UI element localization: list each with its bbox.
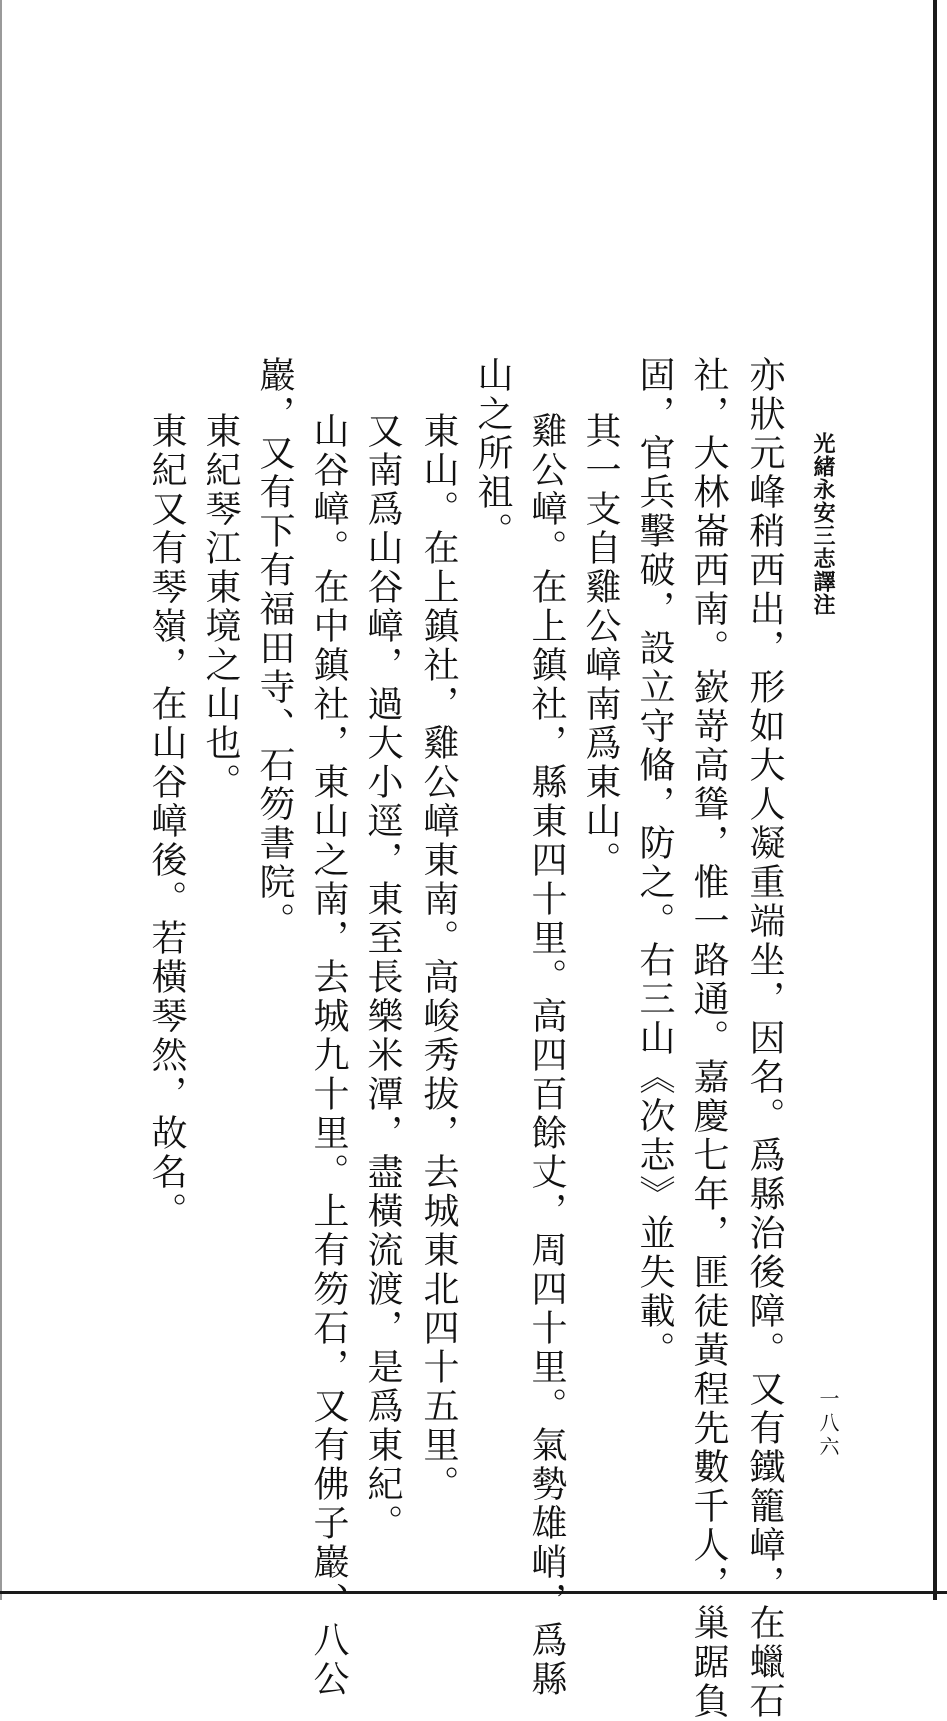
text-column-12: 東紀又有琴嶺，在山谷嶂後。若橫琴然，故名。 [146, 412, 187, 1231]
text-column-4: 其一支自雞公嶂南爲東山。 [580, 412, 621, 880]
scan-bottom-edge [0, 1591, 947, 1594]
page-number: 一八六 [816, 1388, 840, 1460]
running-header-title: 光緒永安三志譯注 [810, 432, 836, 616]
text-column-7: 東山。在上鎮社，雞公嶂東南。高峻秀拔，去城東北四十五里。 [418, 412, 459, 1504]
text-column-5: 雞公嶂。在上鎮社，縣東四十里。高四百餘丈，周四十里。氣勢雄峭，爲縣 [526, 412, 567, 1699]
scan-right-edge [933, 0, 937, 1600]
text-column-3: 固，官兵擊破，設立守偹，防之。右三山《次志》並失載。 [634, 356, 675, 1370]
text-column-9: 山谷嶂。在中鎮社，東山之南，去城九十里。上有笏石，又有佛子巖、八公 [308, 412, 349, 1699]
text-column-6: 山之所祖。 [472, 356, 513, 551]
text-column-8: 又南爲山谷嶂，過大小逕，東至長樂米潭，盡橫流渡，是爲東紀。 [362, 412, 403, 1543]
text-column-10: 巖，又有下有福田寺、石笏書院。 [254, 356, 295, 941]
text-column-2: 社，大林崙西南。嶔嵜高聳，惟一路通。嘉慶七年，匪徒黃程先數千人，巢踞負 [688, 356, 729, 1721]
text-column-11: 東紀琴江東境之山也。 [200, 412, 241, 802]
text-column-1: 亦狀元峰稍西出，形如大人凝重端坐，因名。爲縣治後障。又有鐵籠嶂，在蠟石 [744, 356, 785, 1721]
scan-left-edge [0, 0, 2, 1600]
